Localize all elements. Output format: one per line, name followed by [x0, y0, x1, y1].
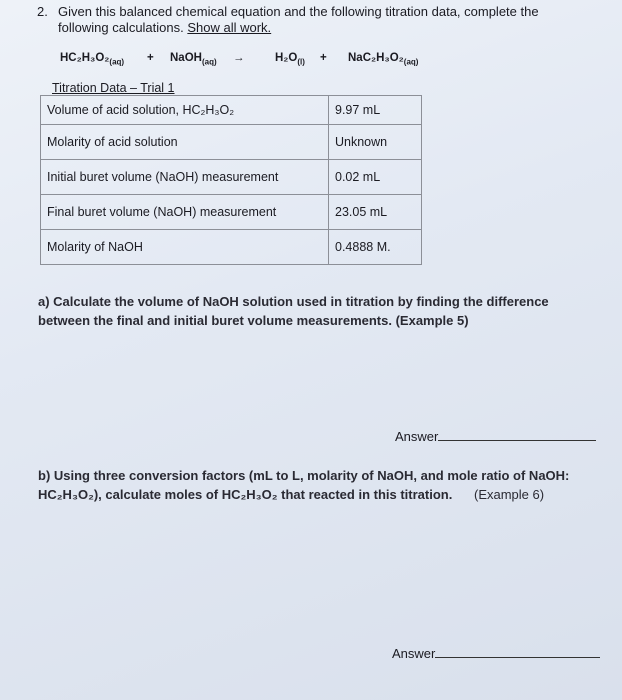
row-label: Molarity of acid solution [41, 125, 329, 160]
part-b-question [38, 466, 603, 504]
part-b-text: b) Using three conversion factors (mL to L, molarity of NaOH, and mole ratio of NaOH: HC₂H₃O₂), calculate moles of HC₂H₃O₂ that reacted in this titration. [38, 468, 570, 502]
titration-data-title: Titration Data – Trial 1 [52, 81, 175, 95]
row-label: Volume of acid solution, HC₂H₃O₂ [41, 96, 329, 125]
row-value: 23.05 mL [329, 195, 422, 230]
answer-blank[interactable] [435, 657, 600, 658]
part-b-answer [392, 646, 600, 661]
answer-label: Answer [395, 429, 439, 444]
row-label: Molarity of NaOH [41, 230, 329, 265]
reactant-1: $HC_2H_3O_2_{(aq)}$ [60, 52, 125, 67]
row-label: Final buret volume (NaOH) measurement [41, 195, 329, 230]
table-row [41, 230, 422, 265]
question-intro-text: Given this balanced chemical equation and the following titration data, complete the following calculations. [58, 4, 539, 35]
answer-blank[interactable] [438, 440, 596, 441]
row-value: 9.97 mL [329, 96, 422, 125]
plus-sign-1: + [147, 52, 154, 64]
row-label: Initial buret volume (NaOH) measurement [41, 160, 329, 195]
answer-label: Answer [392, 646, 436, 661]
table-row [41, 195, 422, 230]
plus-sign-2: + [320, 52, 327, 64]
row-value: 0.02 mL [329, 160, 422, 195]
table-row [41, 96, 422, 125]
product-1: $H_2O_{(l)}$ [275, 52, 305, 67]
titration-data-table [40, 95, 422, 265]
show-work-note: Show all work. [187, 20, 272, 35]
part-b-example-ref: (Example 6) [473, 487, 545, 502]
row-value: Unknown [329, 125, 422, 160]
question-number: 2. [37, 4, 48, 19]
product-2: $NaC_2H_3O_2_{(aq)}$ [348, 52, 419, 67]
table-row [41, 125, 422, 160]
question-intro [58, 4, 578, 36]
row-value: 0.4888 M. [329, 230, 422, 265]
part-a-question: a) Calculate the volume of NaOH solution used in titration by finding the difference between the final and initial buret volume measurements. (Example 5) [38, 294, 549, 328]
reactant-2: NaOH$_{(aq)}$ [170, 52, 217, 67]
reaction-arrow-icon: → [233, 52, 245, 64]
table-row [41, 160, 422, 195]
part-a-answer [395, 429, 596, 444]
